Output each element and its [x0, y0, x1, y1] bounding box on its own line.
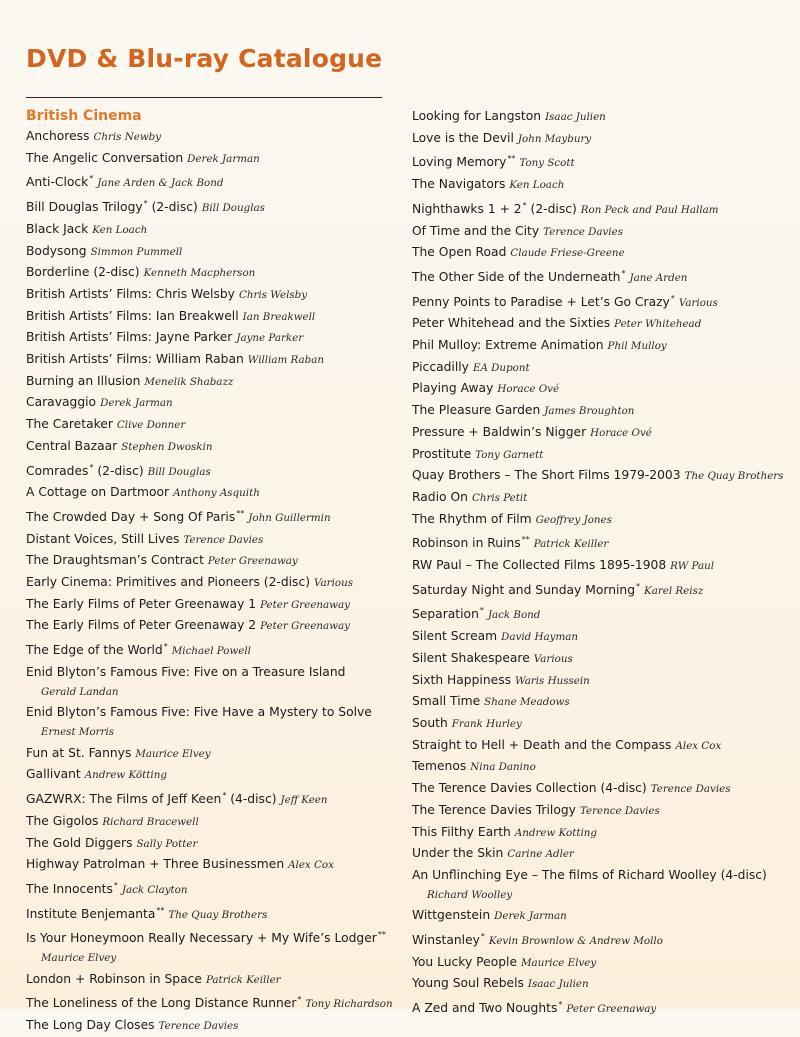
film-director: John Guillermin	[248, 511, 331, 524]
catalogue-entry	[26, 550, 402, 572]
catalogue-entry	[412, 106, 797, 128]
catalogue-list-right	[412, 106, 797, 1020]
film-director: Peter Greenaway	[260, 620, 350, 633]
availability-mark: *	[636, 581, 641, 591]
film-title: Black Jack	[26, 221, 89, 236]
film-director: Patrick Keiller	[205, 973, 281, 986]
film-director: Various	[314, 577, 353, 590]
film-director: Derek Jarman	[494, 910, 567, 923]
film-title: The Terence Davies Trilogy	[412, 802, 576, 817]
catalogue-entry	[412, 670, 797, 692]
catalogue-entry	[412, 555, 797, 577]
catalogue-entry	[26, 414, 402, 436]
film-title: Bodysong	[26, 243, 87, 258]
film-director: Various	[678, 296, 718, 309]
catalogue-entry	[26, 901, 402, 926]
catalogue-entry	[412, 335, 797, 357]
catalogue-entry	[26, 786, 402, 811]
film-director: Derek Jarman	[100, 397, 173, 410]
film-title: Under the Skin	[412, 846, 504, 861]
film-director: Peter Greenaway	[207, 555, 298, 568]
catalogue-list-left	[26, 126, 402, 1037]
film-title: London + Robinson in Space	[26, 971, 202, 986]
catalogue-entry	[412, 601, 797, 626]
film-director: Alex Cox	[288, 859, 334, 872]
catalogue-entry	[26, 458, 402, 483]
film-director: Terence Davies	[579, 804, 660, 817]
film-title: Phil Mulloy: Extreme Animation	[412, 338, 604, 353]
film-title: Burning an Illusion	[26, 373, 141, 388]
film-director: Ian Breakwell	[242, 310, 316, 323]
catalogue-entry	[26, 662, 402, 702]
film-title: Pressure + Baldwin’s Nigger	[412, 424, 587, 439]
film-title: The Gold Diggers	[26, 835, 133, 850]
film-title: Looking for Langston	[412, 109, 542, 123]
film-director: Stephen Dwoskin	[121, 440, 213, 453]
film-director: William Raban	[247, 354, 325, 367]
film-title: Loving Memory	[412, 155, 507, 170]
availability-mark: *	[670, 293, 675, 303]
film-title: Wittgenstein	[412, 908, 491, 923]
film-director: The Quay Brothers	[168, 908, 268, 921]
catalogue-entry	[412, 264, 797, 289]
film-director: Gerald Landan	[41, 685, 119, 698]
catalogue-entry	[412, 487, 797, 509]
film-title: You Lucky People	[412, 954, 518, 969]
catalogue-entry	[412, 756, 797, 778]
film-title: British Artists’ Films: Jayne Parker	[26, 330, 233, 345]
film-director: Derek Jarman	[187, 152, 260, 165]
film-director: Peter Greenaway	[566, 1003, 657, 1016]
film-title: The Caretaker	[26, 417, 113, 432]
film-director: Terence Davies	[650, 783, 731, 796]
film-director: Karel Reisz	[644, 584, 704, 597]
film-title: British Artists’ Films: Chris Welsby	[26, 286, 235, 301]
film-title: The Terence Davies Collection (4-disc)	[412, 781, 647, 796]
catalogue-entry	[26, 764, 402, 786]
film-director: Chris Petit	[471, 491, 528, 504]
film-title: Peter Whitehead and the Sixties	[412, 316, 611, 331]
catalogue-entry	[412, 800, 797, 822]
catalogue-entry	[412, 174, 797, 196]
title-divider	[26, 97, 382, 98]
availability-mark: *	[297, 995, 302, 1005]
film-title: Comrades	[26, 463, 89, 478]
film-title: The Early Films of Peter Greenaway 2	[26, 618, 257, 633]
catalogue-entry	[26, 594, 402, 616]
film-director: Menelik Shabazz	[144, 375, 234, 388]
film-title: Borderline (2-disc)	[26, 265, 140, 280]
film-title: The Early Films of Peter Greenaway 1	[26, 596, 257, 611]
film-title: A Cottage on Dartmoor	[26, 485, 170, 500]
film-director: Andrew Kötting	[84, 769, 167, 782]
film-director: Various	[533, 652, 573, 665]
film-title: Love is the Devil	[412, 130, 514, 145]
film-director: Phil Mulloy	[607, 340, 667, 353]
availability-mark: **	[507, 154, 516, 164]
left-column	[26, 106, 402, 1037]
film-director: Sally Potter	[136, 837, 198, 850]
film-title: RW Paul – The Collected Films 1895-1908	[412, 558, 667, 573]
film-director: John Maybury	[517, 132, 592, 145]
catalogue-entry	[26, 371, 402, 393]
film-director: Anthony Asquith	[173, 487, 260, 500]
film-title: Prostitute	[412, 446, 472, 461]
film-director: Carine Adler	[507, 848, 574, 861]
film-director: Shane Meadows	[484, 696, 570, 709]
film-title: British Artists’ Films: Ian Breakwell	[26, 308, 239, 323]
catalogue-entry	[26, 436, 402, 458]
catalogue-entry	[26, 811, 402, 833]
film-title: Straight to Hell + Death and the Compass	[412, 737, 672, 752]
catalogue-entry	[412, 691, 797, 713]
film-title: The Draughtsman’s Contract	[26, 553, 204, 568]
film-title: Penny Points to Paradise + Let’s Go Crazy	[412, 294, 670, 309]
film-director: Ron Peck and Paul Hallam	[580, 203, 719, 216]
film-director: Tony Garnett	[475, 448, 544, 461]
catalogue-entry	[26, 833, 402, 855]
film-director: Terence Davies	[158, 1020, 239, 1033]
catalogue-entry	[412, 509, 797, 531]
film-title: Small Time	[412, 694, 481, 709]
film-title: Playing Away	[412, 381, 494, 396]
film-director: Bill Douglas	[201, 202, 265, 215]
film-director: Terence Davies	[183, 533, 264, 546]
catalogue-entry	[412, 422, 797, 444]
film-director: Isaac Julien	[527, 978, 589, 991]
film-director: Jack Clayton	[121, 883, 188, 896]
right-column	[412, 106, 797, 1020]
catalogue-entry	[412, 378, 797, 400]
film-title: Institute Benjemanta	[26, 906, 156, 921]
film-title: Gallivant	[26, 767, 81, 782]
film-director: Chris Welsby	[238, 288, 308, 301]
film-title: British Artists’ Films: William Raban	[26, 352, 244, 367]
film-title: Separation	[412, 607, 479, 622]
film-director: David Hayman	[501, 631, 579, 644]
film-director: RW Paul	[670, 560, 715, 573]
film-director: Simmon Pummell	[90, 245, 183, 258]
catalogue-entry	[412, 149, 797, 174]
catalogue-entry	[412, 626, 797, 648]
catalogue-entry	[26, 392, 402, 414]
catalogue-entry	[412, 822, 797, 844]
catalogue-entry	[412, 221, 797, 243]
disc-count: (4-disc)	[226, 792, 277, 807]
film-title: Robinson in Ruins	[412, 536, 521, 551]
availability-mark: *	[558, 1000, 563, 1010]
film-director: Alex Cox	[675, 739, 722, 752]
catalogue-entry	[412, 313, 797, 335]
film-title: Anti-Clock	[26, 175, 89, 190]
film-title: The Angelic Conversation	[26, 150, 184, 165]
film-title: Highway Patrolman + Three Businessmen	[26, 857, 285, 872]
film-title: Piccadilly	[412, 359, 469, 374]
film-title: The Pleasure Garden	[412, 403, 541, 418]
film-title: Enid Blyton’s Famous Five: Five on a Treasure Island	[26, 664, 346, 679]
film-director: EA Dupont	[472, 361, 530, 374]
film-title: Silent Scream	[412, 629, 498, 644]
catalogue-entry	[26, 854, 402, 876]
availability-mark: **	[156, 905, 165, 915]
availability-mark: **	[236, 508, 245, 518]
catalogue-entry	[412, 952, 797, 974]
film-director: Claude Friese-Greene	[510, 247, 625, 260]
film-title: Central Bazaar	[26, 438, 118, 453]
film-director: Frank Hurley	[451, 717, 522, 730]
film-title: An Unflinching Eye – The films of Richard Woolley (4-disc)	[412, 867, 767, 882]
availability-mark: *	[89, 462, 94, 472]
catalogue-entry	[26, 743, 402, 765]
film-director: Ernest Morris	[41, 725, 115, 738]
catalogue-entry	[412, 843, 797, 865]
film-director: Jack Bond	[487, 609, 541, 622]
film-title: A Zed and Two Noughts	[412, 1001, 558, 1016]
availability-mark: *	[479, 606, 484, 616]
catalogue-entry	[26, 219, 402, 241]
catalogue-entry	[412, 778, 797, 800]
film-director: Peter Whitehead	[614, 318, 702, 331]
film-director: Kevin Brownlow & Andrew Mollo	[488, 935, 663, 948]
catalogue-entry	[412, 713, 797, 735]
section-heading: British Cinema	[26, 108, 142, 124]
film-title: Radio On	[412, 489, 468, 504]
catalogue-entry	[26, 327, 402, 349]
film-title: The Gigolos	[26, 813, 99, 828]
catalogue-entry	[412, 289, 797, 314]
film-title: The Innocents	[26, 881, 113, 896]
film-director: Clive Donner	[116, 419, 186, 432]
catalogue-entry	[26, 969, 402, 991]
catalogue-entry	[412, 973, 797, 995]
film-title: The Other Side of the Underneath	[412, 269, 621, 284]
catalogue-entry	[412, 995, 797, 1020]
catalogue-entry	[412, 530, 797, 555]
catalogue-entry	[26, 615, 402, 637]
film-title: Quay Brothers – The Short Films 1979-2003	[412, 468, 681, 483]
film-title: Silent Shakespeare	[412, 650, 530, 665]
film-title: GAZWRX: The Films of Jeff Keen	[26, 792, 222, 807]
catalogue-entry	[26, 126, 402, 148]
film-title: South	[412, 715, 448, 730]
film-title: Temenos	[412, 759, 467, 774]
catalogue-entry	[412, 196, 797, 221]
film-director: Richard Bracewell	[102, 815, 199, 828]
availability-mark: *	[222, 791, 227, 801]
availability-mark: *	[621, 268, 626, 278]
availability-mark: *	[89, 174, 94, 184]
film-director: Isaac Julien	[545, 111, 606, 123]
catalogue-entry	[26, 876, 402, 901]
catalogue-entry	[412, 357, 797, 379]
film-title: This Filthy Earth	[412, 824, 511, 839]
catalogue-entry	[412, 577, 797, 602]
disc-count: (2-disc)	[147, 200, 198, 215]
catalogue-entry	[412, 905, 797, 927]
availability-mark: *	[143, 199, 148, 209]
film-title: The Navigators	[412, 177, 506, 192]
catalogue-entry	[412, 735, 797, 757]
availability-mark: *	[480, 932, 485, 942]
film-director: Bill Douglas	[147, 465, 211, 478]
film-director: Chris Newby	[93, 131, 162, 143]
catalogue-entry	[412, 465, 797, 487]
film-title: Saturday Night and Sunday Morning	[412, 582, 636, 597]
film-title: Nighthawks 1 + 2	[412, 201, 522, 216]
catalogue-entry	[26, 990, 402, 1015]
film-director: Jayne Parker	[236, 332, 304, 345]
film-title: Of Time and the City	[412, 223, 540, 238]
catalogue-entry	[26, 169, 402, 194]
catalogue-entry	[26, 284, 402, 306]
disc-count: (2-disc)	[526, 201, 577, 216]
film-title: Caravaggio	[26, 395, 97, 410]
film-director: Jane Arden	[629, 271, 688, 284]
film-title: Early Cinema: Primitives and Pioneers (2-disc)	[26, 575, 311, 590]
film-director: Tony Scott	[519, 157, 575, 170]
catalogue-entry	[412, 128, 797, 150]
film-director: Maurice Elvey	[41, 952, 117, 965]
catalogue-entry	[412, 400, 797, 422]
film-director: Horace Ové	[497, 383, 560, 396]
film-title: The Edge of the World	[26, 643, 163, 658]
catalogue-entry	[412, 648, 797, 670]
catalogue-entry	[26, 637, 402, 662]
catalogue-entry	[26, 194, 402, 219]
catalogue-entry	[26, 148, 402, 170]
availability-mark: *	[163, 642, 168, 652]
film-director: Waris Hussein	[515, 674, 590, 687]
film-title: The Crowded Day + Song Of Paris	[26, 509, 236, 524]
catalogue-entry	[412, 444, 797, 466]
catalogue-entry	[26, 306, 402, 328]
film-director: Richard Woolley	[427, 888, 513, 901]
film-director: Jane Arden & Jack Bond	[97, 177, 224, 190]
disc-count: (2-disc)	[93, 463, 144, 478]
catalogue-entry	[26, 572, 402, 594]
film-director: Ken Loach	[509, 179, 565, 192]
film-title: Fun at St. Fannys	[26, 745, 132, 760]
availability-mark: **	[521, 535, 530, 545]
page-title: DVD & Blu-ray Catalogue	[26, 44, 383, 73]
film-title: Enid Blyton’s Famous Five: Five Have a Mystery to Solve	[26, 705, 372, 720]
film-title: The Open Road	[412, 245, 507, 260]
film-director: The Quay Brothers	[684, 470, 784, 483]
film-title: The Loneliness of the Long Distance Runner	[26, 996, 297, 1011]
film-director: Kenneth Macpherson	[143, 267, 256, 280]
film-title: Young Soul Rebels	[412, 976, 524, 991]
film-director: Maurice Elvey	[135, 747, 211, 760]
film-title: Bill Douglas Trilogy	[26, 200, 143, 215]
catalogue-entry	[26, 504, 402, 529]
catalogue-entry	[26, 482, 402, 504]
availability-mark: *	[522, 200, 527, 210]
film-director: Nina Danino	[470, 761, 536, 774]
film-director: Jeff Keen	[280, 794, 328, 807]
film-director: Maurice Elvey	[521, 956, 597, 969]
film-director: Tony Richardson	[305, 998, 393, 1011]
catalogue-entry	[26, 529, 402, 551]
availability-mark: *	[113, 880, 118, 890]
catalogue-entry	[26, 349, 402, 371]
film-director: Andrew Kotting	[514, 826, 597, 839]
film-director: Michael Powell	[171, 645, 251, 658]
film-director: Terence Davies	[543, 225, 623, 238]
catalogue-entry	[26, 702, 402, 742]
catalogue-entry	[26, 1015, 402, 1037]
film-director: Geoffrey Jones	[535, 513, 612, 526]
catalogue-entry	[412, 242, 797, 264]
film-director: Horace Ové	[590, 426, 652, 439]
availability-mark: **	[377, 930, 386, 940]
film-title: Is Your Honeymoon Really Necessary + My Wife’s Lodger	[26, 931, 377, 946]
film-director: Ken Loach	[92, 223, 148, 236]
film-title: Distant Voices, Still Lives	[26, 531, 180, 546]
film-title: The Long Day Closes	[26, 1018, 155, 1033]
film-title: Sixth Happiness	[412, 672, 512, 687]
catalogue-entry	[26, 262, 402, 284]
catalogue-entry	[26, 241, 402, 263]
catalogue-entry	[26, 925, 402, 968]
film-title: Winstanley	[412, 933, 480, 948]
catalogue-entry	[412, 927, 797, 952]
film-director: Peter Greenaway	[260, 598, 350, 611]
film-title: Anchoress	[26, 129, 90, 143]
film-title: The Rhythm of Film	[412, 511, 532, 526]
catalogue-entry	[412, 865, 797, 905]
film-director: James Broughton	[544, 405, 635, 418]
film-director: Patrick Keiller	[533, 538, 609, 551]
